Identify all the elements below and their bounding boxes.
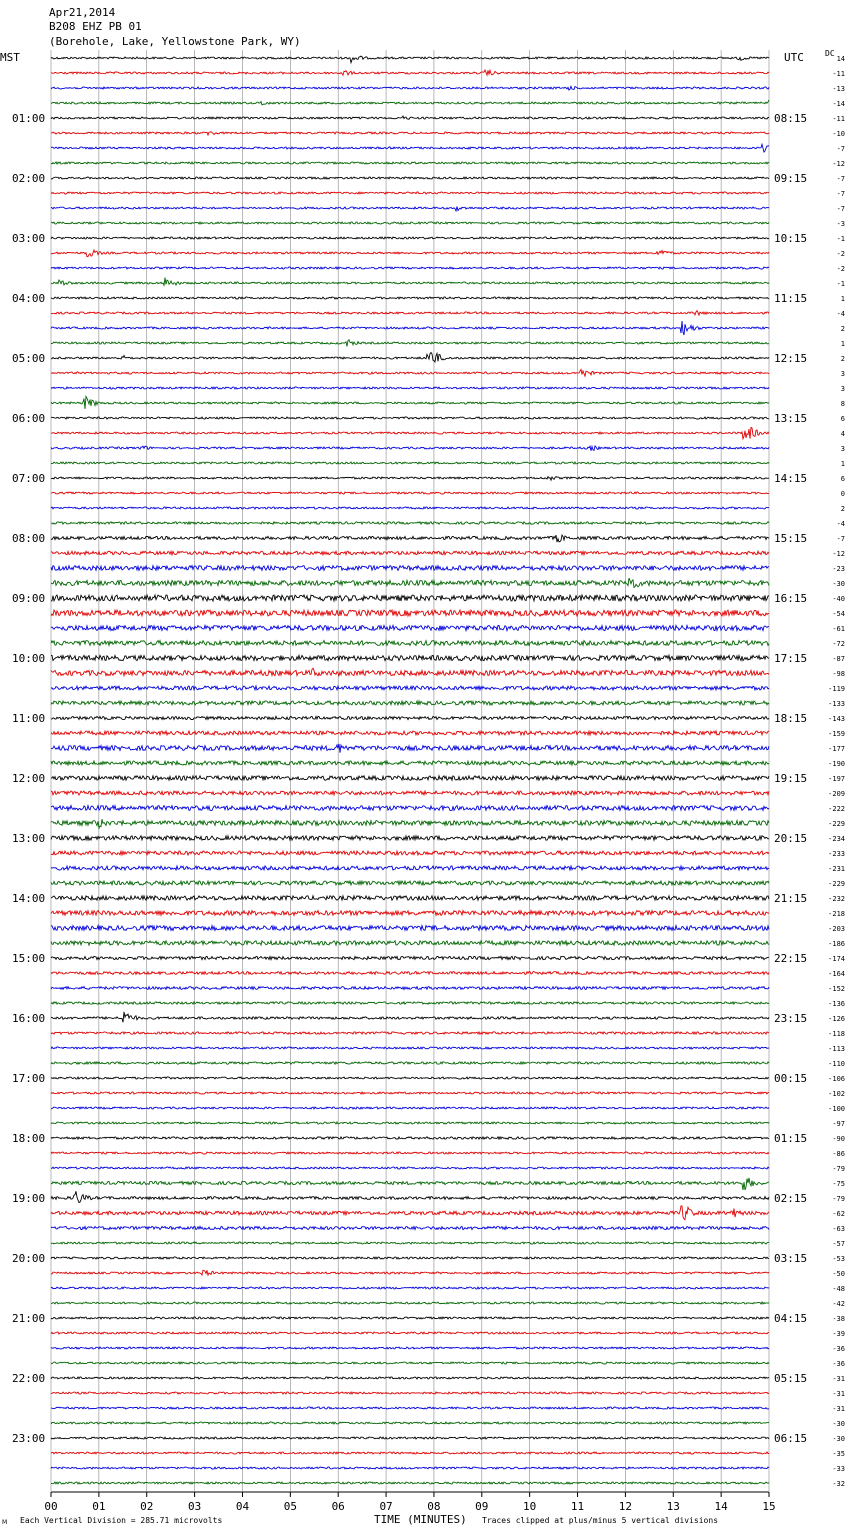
dc-offset-label: -72 xyxy=(832,640,845,648)
dc-offset-label: -40 xyxy=(832,595,845,603)
trace-line xyxy=(51,1482,769,1484)
trace-line xyxy=(51,507,769,509)
dc-offset-label: -4 xyxy=(836,520,845,528)
dc-offset-label: -33 xyxy=(832,1465,845,1473)
right-hour-label: 04:15 xyxy=(774,1312,808,1325)
dc-offset-label: 8 xyxy=(840,400,845,408)
trace-line xyxy=(51,462,769,464)
left-hour-label: 04:00 xyxy=(12,292,46,305)
trace-line xyxy=(51,70,769,75)
trace-line xyxy=(51,353,769,362)
dc-offset-label: -54 xyxy=(832,610,845,618)
trace-line xyxy=(51,1407,769,1409)
dc-offset-label: -234 xyxy=(828,835,845,843)
dc-offset-label: -113 xyxy=(828,1045,845,1053)
trace-line xyxy=(51,1347,769,1349)
right-zone-label: UTC xyxy=(784,51,804,64)
dc-offset-label: -229 xyxy=(828,880,845,888)
dc-offset-label: -11 xyxy=(832,115,845,123)
trace-line xyxy=(51,566,769,571)
trace-line xyxy=(51,744,769,753)
trace-line xyxy=(51,100,769,105)
trace-line xyxy=(51,701,769,705)
dc-offset-label: -152 xyxy=(828,985,845,993)
trace-line xyxy=(51,162,769,164)
dc-offset-label: -31 xyxy=(832,1375,845,1383)
trace-line xyxy=(51,340,769,347)
left-hour-label: 23:00 xyxy=(12,1432,46,1445)
x-tick-label: 13 xyxy=(666,1500,680,1513)
trace-line xyxy=(51,1452,769,1454)
dc-offset-label: -7 xyxy=(836,175,845,183)
left-hour-label: 16:00 xyxy=(12,1012,46,1025)
dc-offset-label: -7 xyxy=(836,145,845,153)
trace-line xyxy=(51,144,769,152)
dc-offset-label: -186 xyxy=(828,940,845,948)
x-tick-label: 08 xyxy=(427,1500,441,1513)
trace-line xyxy=(51,1047,769,1049)
right-hour-label: 19:15 xyxy=(774,772,808,785)
trace-line xyxy=(51,1012,769,1023)
right-hour-label: 00:15 xyxy=(774,1072,808,1085)
trace-line xyxy=(51,668,769,675)
x-axis xyxy=(44,1492,775,1513)
dc-offset-label: -98 xyxy=(832,670,845,678)
trace-line xyxy=(51,387,769,389)
dc-offset-label: -118 xyxy=(828,1030,845,1038)
trace-line xyxy=(51,1257,769,1259)
dc-offset-label: -143 xyxy=(828,715,845,723)
trace-line xyxy=(51,1002,769,1004)
left-hour-label: 02:00 xyxy=(12,172,46,185)
left-hour-label: 15:00 xyxy=(12,952,46,965)
clip-note: Traces clipped at plus/minus 5 vertical divisions xyxy=(482,1516,719,1525)
right-hour-label: 22:15 xyxy=(774,952,808,965)
dc-offset-label: -177 xyxy=(828,745,845,753)
trace-line xyxy=(51,1437,769,1439)
dc-offset-label: 14 xyxy=(836,55,845,63)
dc-offset-label: -31 xyxy=(832,1405,845,1413)
dc-offset-label: -7 xyxy=(836,205,845,213)
trace-line xyxy=(51,237,769,239)
dc-offset-label: -218 xyxy=(828,910,845,918)
trace-line xyxy=(51,1191,769,1202)
dc-offset-label: -11 xyxy=(832,70,845,78)
x-tick-label: 03 xyxy=(187,1500,202,1513)
trace-line xyxy=(51,731,769,735)
dc-offset-label: 1 xyxy=(840,340,845,348)
trace-line xyxy=(51,956,769,959)
trace-line xyxy=(51,987,769,990)
station-label: B208 EHZ PB 01 xyxy=(49,20,142,33)
dc-offset-label: -174 xyxy=(828,955,845,963)
dc-offset-label: -102 xyxy=(828,1090,845,1098)
dc-offset-label: -36 xyxy=(832,1360,845,1368)
logo-mark: M xyxy=(2,1519,8,1526)
right-hour-label: 10:15 xyxy=(774,232,808,245)
right-hour-label: 13:15 xyxy=(774,412,808,425)
trace-line xyxy=(51,1107,769,1109)
trace-line xyxy=(51,896,769,900)
dc-offset-label: 2 xyxy=(840,325,845,333)
dc-offset-label: 6 xyxy=(840,415,845,423)
dc-offset-label: -197 xyxy=(828,775,845,783)
trace-line xyxy=(51,819,769,828)
dc-offset-label: -38 xyxy=(832,1315,845,1323)
dc-offset-label: -232 xyxy=(828,895,845,903)
trace-line xyxy=(51,1332,769,1334)
dc-offset-label: -2 xyxy=(836,265,845,273)
dc-offset-label: -30 xyxy=(832,580,845,588)
trace-line xyxy=(51,911,769,916)
dc-offset-label: -53 xyxy=(832,1255,845,1263)
right-hour-label: 05:15 xyxy=(774,1372,808,1385)
trace-line xyxy=(51,222,769,224)
dc-offset-label: -7 xyxy=(836,190,845,198)
dc-offset-label: -14 xyxy=(832,100,845,108)
dc-offset-label: -119 xyxy=(828,685,845,693)
dc-offset-label: -87 xyxy=(832,655,845,663)
dc-offset-label: -50 xyxy=(832,1270,845,1278)
trace-line xyxy=(51,477,769,481)
trace-line xyxy=(51,522,769,524)
left-hour-label: 03:00 xyxy=(12,232,46,245)
dc-offset-label: -62 xyxy=(832,1210,845,1218)
trace-line xyxy=(51,1242,769,1244)
trace-line xyxy=(51,311,769,316)
trace-line xyxy=(51,716,769,719)
dc-offset-label: 2 xyxy=(840,355,845,363)
trace-line xyxy=(51,761,769,765)
dc-offset-label: -233 xyxy=(828,850,845,858)
x-tick-label: 15 xyxy=(762,1500,776,1513)
dc-offset-label: -4 xyxy=(836,310,845,318)
trace-line xyxy=(51,1077,769,1079)
dc-offset-label: -229 xyxy=(828,820,845,828)
dc-offset-label: -3 xyxy=(836,220,845,228)
trace-line xyxy=(51,56,769,63)
dc-offset-label: -12 xyxy=(832,160,845,168)
dc-offset-label: -90 xyxy=(832,1135,845,1143)
dc-offset-label: -136 xyxy=(828,1000,845,1008)
trace-line xyxy=(51,1467,769,1469)
trace-line xyxy=(51,1206,769,1220)
dc-offset-label: -159 xyxy=(828,730,845,738)
dc-offset-label: -110 xyxy=(828,1060,845,1068)
dc-offset-label: -190 xyxy=(828,760,845,768)
trace-line xyxy=(51,1270,769,1275)
right-hour-label: 20:15 xyxy=(774,832,808,845)
trace-line xyxy=(51,1287,769,1289)
trace-line xyxy=(51,641,769,646)
trace-line xyxy=(51,370,769,377)
trace-line xyxy=(51,1422,769,1424)
dc-offset-label: -7 xyxy=(836,535,845,543)
dc-offset-label: 0 xyxy=(840,490,845,498)
trace-line xyxy=(51,1226,769,1229)
dc-offset-label: -61 xyxy=(832,625,845,633)
dc-offset-label: 6 xyxy=(840,475,845,483)
right-hour-label: 16:15 xyxy=(774,592,808,605)
trace-line xyxy=(51,1137,769,1139)
trace-line xyxy=(51,297,769,299)
left-hour-label: 08:00 xyxy=(12,532,46,545)
trace-line xyxy=(51,250,769,257)
dc-offset-label: -48 xyxy=(832,1285,845,1293)
trace-line xyxy=(51,926,769,931)
dc-offset-label: -2 xyxy=(836,250,845,258)
dc-label: DC xyxy=(825,49,835,58)
dc-offset-labels xyxy=(828,55,845,1488)
dc-offset-label: -231 xyxy=(828,865,845,873)
dc-offset-label: -133 xyxy=(828,700,845,708)
dc-offset-label: -1 xyxy=(836,235,845,243)
x-tick-label: 05 xyxy=(283,1500,297,1513)
dc-offset-label: -164 xyxy=(828,970,845,978)
left-hour-label: 09:00 xyxy=(12,592,46,605)
left-hour-label: 05:00 xyxy=(12,352,46,365)
right-hour-label: 15:15 xyxy=(774,532,808,545)
location-label: (Borehole, Lake, Yellowstone Park, WY) xyxy=(49,35,301,48)
left-hour-label: 06:00 xyxy=(12,412,46,425)
trace-line xyxy=(51,972,769,975)
trace-line xyxy=(51,655,769,660)
x-tick-label: 06 xyxy=(331,1500,345,1513)
trace-line xyxy=(51,625,769,630)
right-hour-label: 12:15 xyxy=(774,352,808,365)
x-tick-label: 01 xyxy=(92,1500,106,1513)
trace-line xyxy=(51,321,769,335)
minute-grid xyxy=(51,50,769,1491)
dc-offset-label: 3 xyxy=(840,370,845,378)
right-hour-label: 06:15 xyxy=(774,1432,808,1445)
trace-line xyxy=(51,578,769,588)
trace-line xyxy=(51,1167,769,1169)
dc-offset-label: -35 xyxy=(832,1450,845,1458)
dc-offset-label: -32 xyxy=(832,1480,845,1488)
date-label: Apr21,2014 xyxy=(49,6,116,19)
trace-line xyxy=(51,535,769,542)
dc-offset-label: -79 xyxy=(832,1165,845,1173)
trace-line xyxy=(51,427,769,438)
right-hour-labels xyxy=(774,112,807,1445)
x-axis-title: TIME (MINUTES) xyxy=(374,1513,467,1526)
right-hour-label: 08:15 xyxy=(774,112,808,125)
left-hour-label: 22:00 xyxy=(12,1372,46,1385)
right-hour-label: 23:15 xyxy=(774,1012,808,1025)
dc-offset-label: -100 xyxy=(828,1105,845,1113)
left-hour-label: 19:00 xyxy=(12,1192,46,1205)
trace-line xyxy=(51,1032,769,1034)
trace-line xyxy=(51,1362,769,1364)
dc-offset-label: -1 xyxy=(836,280,845,288)
trace-line xyxy=(51,1317,769,1319)
dc-offset-label: -13 xyxy=(832,85,845,93)
dc-offset-label: 1 xyxy=(840,295,845,303)
trace-line xyxy=(51,866,769,870)
dc-offset-label: -222 xyxy=(828,805,845,813)
left-hour-label: 17:00 xyxy=(12,1072,46,1085)
trace-line xyxy=(51,610,769,616)
division-note: Each Vertical Division = 285.71 microvolts xyxy=(20,1516,223,1525)
trace-line xyxy=(51,446,769,451)
left-hour-label: 21:00 xyxy=(12,1312,46,1325)
left-hour-label: 12:00 xyxy=(12,772,46,785)
trace-line xyxy=(51,686,769,690)
trace-group xyxy=(51,56,769,1484)
x-tick-label: 07 xyxy=(379,1500,393,1513)
x-tick-label: 11 xyxy=(570,1500,585,1513)
dc-offset-label: -86 xyxy=(832,1150,845,1158)
left-hour-labels xyxy=(12,112,45,1445)
right-hour-label: 02:15 xyxy=(774,1192,808,1205)
trace-line xyxy=(51,417,769,419)
left-hour-label: 14:00 xyxy=(12,892,46,905)
left-hour-label: 07:00 xyxy=(12,472,46,485)
trace-line xyxy=(51,776,769,780)
dc-offset-label: -23 xyxy=(832,565,845,573)
trace-line xyxy=(51,1092,769,1094)
x-tick-label: 04 xyxy=(235,1500,250,1513)
x-tick-label: 00 xyxy=(44,1500,58,1513)
trace-line xyxy=(51,396,769,409)
trace-line xyxy=(51,86,769,90)
right-hour-label: 09:15 xyxy=(774,172,808,185)
left-hour-label: 10:00 xyxy=(12,652,46,665)
left-hour-label: 18:00 xyxy=(12,1132,46,1145)
trace-line xyxy=(51,177,769,179)
left-zone-label: MST xyxy=(0,51,20,64)
trace-line xyxy=(51,551,769,555)
trace-line xyxy=(51,791,769,795)
dc-offset-label: -30 xyxy=(832,1420,845,1428)
trace-line xyxy=(51,1302,769,1304)
trace-line xyxy=(51,207,769,211)
trace-line xyxy=(51,132,769,135)
dc-offset-label: -203 xyxy=(828,925,845,933)
dc-offset-label: -63 xyxy=(832,1225,845,1233)
trace-line xyxy=(51,1122,769,1124)
left-hour-label: 20:00 xyxy=(12,1252,46,1265)
left-hour-label: 11:00 xyxy=(12,712,46,725)
trace-line xyxy=(51,881,769,885)
right-hour-label: 21:15 xyxy=(774,892,808,905)
x-tick-label: 09 xyxy=(475,1500,489,1513)
dc-offset-label: -57 xyxy=(832,1240,845,1248)
trace-line xyxy=(51,851,769,855)
trace-line xyxy=(51,267,769,269)
dc-offset-label: -36 xyxy=(832,1345,845,1353)
trace-line xyxy=(51,492,769,494)
dc-offset-label: -12 xyxy=(832,550,845,558)
dc-offset-label: 1 xyxy=(840,460,845,468)
trace-line xyxy=(51,278,769,286)
dc-offset-label: 2 xyxy=(840,505,845,513)
x-tick-label: 10 xyxy=(523,1500,537,1513)
dc-offset-label: -75 xyxy=(832,1180,845,1188)
trace-line xyxy=(51,116,769,119)
trace-line xyxy=(51,1377,769,1379)
dc-offset-label: -106 xyxy=(828,1075,845,1083)
x-tick-label: 14 xyxy=(714,1500,728,1513)
dc-offset-label: -30 xyxy=(832,1435,845,1443)
trace-line xyxy=(51,806,769,811)
dc-offset-label: 3 xyxy=(840,445,845,453)
trace-line xyxy=(51,1178,769,1190)
dc-offset-label: -39 xyxy=(832,1330,845,1338)
trace-line xyxy=(51,1392,769,1394)
left-hour-label: 13:00 xyxy=(12,832,46,845)
dc-offset-label: -126 xyxy=(828,1015,845,1023)
dc-offset-label: -79 xyxy=(832,1195,845,1203)
right-hour-label: 14:15 xyxy=(774,472,808,485)
dc-offset-label: -10 xyxy=(832,130,845,138)
dc-offset-label: -209 xyxy=(828,790,845,798)
dc-offset-label: 3 xyxy=(840,385,845,393)
trace-line xyxy=(51,1152,769,1154)
trace-line xyxy=(51,192,769,194)
dc-offset-label: 4 xyxy=(840,430,845,438)
left-hour-label: 01:00 xyxy=(12,112,46,125)
x-tick-label: 12 xyxy=(618,1500,633,1513)
trace-line xyxy=(51,941,769,945)
trace-line xyxy=(51,595,769,601)
trace-line xyxy=(51,1062,769,1064)
dc-offset-label: -42 xyxy=(832,1300,845,1308)
trace-line xyxy=(51,836,769,840)
right-hour-label: 17:15 xyxy=(774,652,808,665)
right-hour-label: 11:15 xyxy=(774,292,808,305)
dc-offset-label: -31 xyxy=(832,1390,845,1398)
right-hour-label: 01:15 xyxy=(774,1132,808,1145)
dc-offset-label: -97 xyxy=(832,1120,845,1128)
right-hour-label: 03:15 xyxy=(774,1252,808,1265)
x-tick-label: 02 xyxy=(140,1500,154,1513)
right-hour-label: 18:15 xyxy=(774,712,808,725)
